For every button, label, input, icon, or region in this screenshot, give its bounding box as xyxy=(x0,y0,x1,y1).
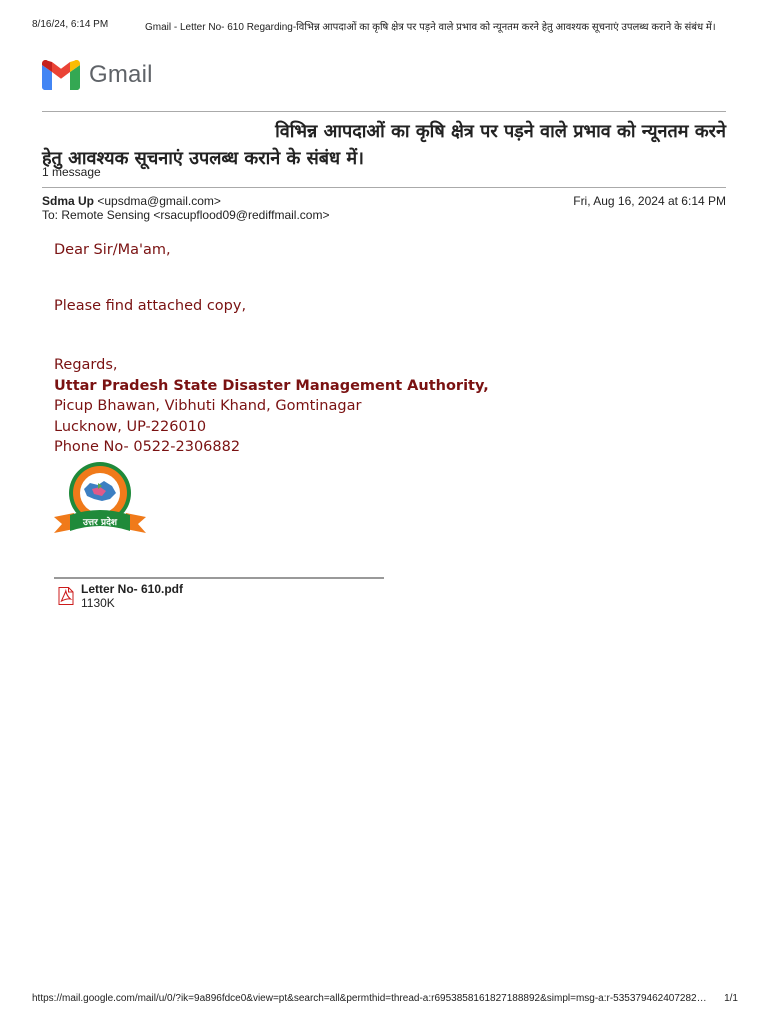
subject-line-2: हेतु आवश्यक सूचनाएं उपलब्ध कराने के संबंध में। xyxy=(42,148,364,169)
page-url: https://mail.google.com/mail/u/0/?ik=9a896fdce0&view=pt&search=all&permthid=thread-a:r6953858161827188892&simpl=msg-a:r-535379462407282… xyxy=(32,993,707,1004)
attached-note: Please find attached copy, xyxy=(54,298,247,314)
logo-banner-text: उत्तर प्रदेश xyxy=(83,518,117,528)
sender-row xyxy=(42,194,726,208)
message-count: 1 message xyxy=(42,165,101,179)
pdf-file-icon xyxy=(58,587,74,605)
print-document-title: Gmail - Letter No- 610 Regarding-विभिन्न आपदाओं का कृषि क्षेत्र पर पड़ने वाले प्रभाव को न्यूनतम करने हेतु आवश्यक सूचनाएं उपलब्ध कराने के संबंध में। xyxy=(145,22,716,33)
recipient-row xyxy=(42,208,329,222)
sender-name: Sdma Up xyxy=(42,194,95,208)
attachment-divider xyxy=(54,577,384,579)
signature-regards: Regards, xyxy=(54,357,118,373)
upsdma-logo xyxy=(54,459,146,541)
print-datetime: 8/16/24, 6:14 PM xyxy=(32,19,109,30)
attachment[interactable] xyxy=(58,583,183,610)
signature-address-2: Lucknow, UP-226010 xyxy=(54,418,207,435)
email-subject xyxy=(42,118,726,172)
greeting: Dear Sir/Ma'am, xyxy=(54,242,171,258)
signature-org: Uttar Pradesh State Disaster Management Authority, xyxy=(54,377,489,394)
subject-line-1: विभिन्न आपदाओं का कृषि क्षेत्र पर पड़ने वाले प्रभाव को न्यूनतम करने xyxy=(275,121,726,142)
gmail-wordmark: Gmail xyxy=(89,61,153,88)
to-label: To: xyxy=(42,208,59,222)
attachment-size: 1130K xyxy=(81,595,115,610)
sender-email: <upsdma@gmail.com> xyxy=(97,194,221,208)
attachment-name[interactable]: Letter No- 610.pdf xyxy=(81,582,184,596)
sent-date: Fri, Aug 16, 2024 at 6:14 PM xyxy=(573,194,726,208)
signature xyxy=(54,355,489,458)
signature-address-1: Picup Bhawan, Vibhuti Khand, Gomtinagar xyxy=(54,398,362,414)
page-number: 1/1 xyxy=(724,993,738,1004)
signature-phone: Phone No- 0522-2306882 xyxy=(54,439,241,455)
recipient: Remote Sensing <rsacupflood09@rediffmail.com> xyxy=(61,208,330,222)
gmail-logo[interactable] xyxy=(42,58,153,92)
subject-divider xyxy=(42,187,726,188)
gmail-m-icon xyxy=(42,60,80,90)
header-divider xyxy=(42,111,726,112)
